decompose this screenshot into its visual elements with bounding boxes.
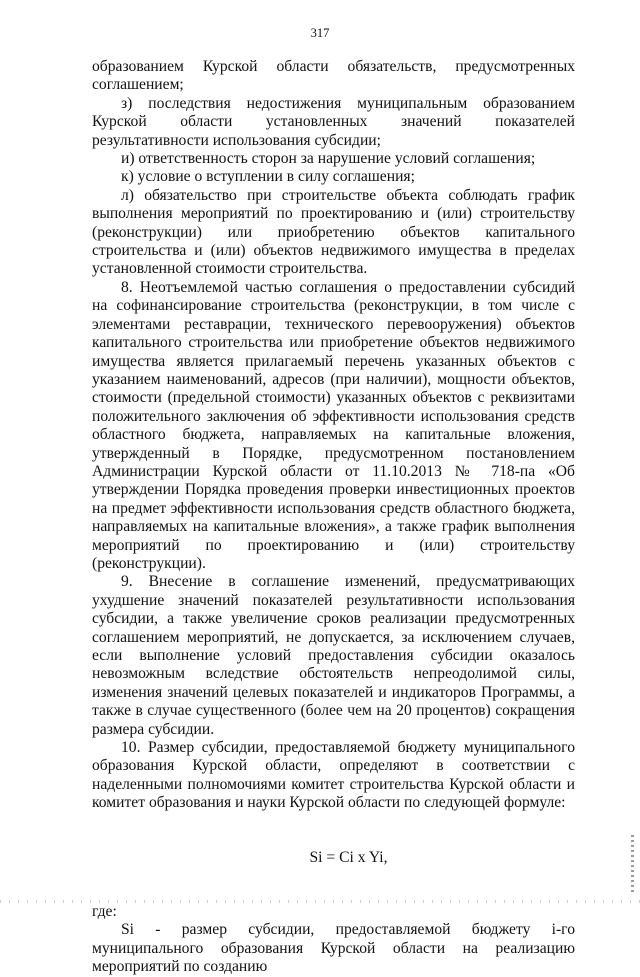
paragraph-continuation: образованием Курской области обязательств, предусмотренных соглашением;	[92, 58, 575, 94]
paragraph-item-l: л) обязательство при строительстве объекта соблюдать график выполнения мероприятий по проектированию и (или) строительству (реконструкции) или приобретению объектов капитального строительства и (или) объектов недвижимого имущества в пределах установленной стоимости строительства.	[92, 186, 575, 278]
document-body	[92, 58, 575, 977]
subsidy-formula: Si = Ci x Yi,	[309, 848, 388, 866]
paragraph-item-k: к) условие о вступлении в силу соглашения;	[121, 168, 415, 186]
page-number: 317	[310, 26, 330, 40]
paragraph-section-8: 8. Неотъемлемой частью соглашения о предоставлении субсидий на софинансирование строительства (реконструкции, в том числе с элементами реставрации, технического перевооружения) объектов капитального строительства или приобретение объектов недвижимого имущества является прилагаемый перечень указанных объектов с указанием наименований, адресов (при наличии), мощности объектов, стоимости (предельной стоимости) указанных объектов с реквизитами положительного заключения об эффективности использования средств областного бюджета, направляемых на капитальные вложения, утвержденный в Порядке, предусмотренном постановлением Администрации Курской области от 11.10.2013 № 718-па «Об утверждении Порядка проведения проверки инвестиционных проектов на предмет эффективности использования средств областного бюджета, направляемых на капитальные вложения», а также график выполнения мероприятий по проектированию и (или) строительству (реконструкции).	[92, 278, 575, 572]
paragraph-section-9: 9. Внесение в соглашение изменений, предусматривающих ухудшение значений показателей результативности использования субсидии, а также увеличение сроков реализации предусмотренных соглашением мероприятий, не допускается, за исключением случаев, если выполнение условий предоставления субсидии оказалось невозможным вследствие обстоятельств непреодолимой силы, изменения значений целевых показателей и индикаторов Программы, а также в случае существенного (более чем на 20 процентов) сокращения размера субсидии.	[92, 573, 575, 738]
where-label: где:	[92, 903, 117, 921]
paragraph-item-i: и) ответственность сторон за нарушение условий соглашения;	[121, 150, 536, 168]
definition-si: Si - размер субсидии, предоставляемой бюджету i-го муниципального образования Курской области на реализацию мероприятий по созданию	[92, 921, 575, 976]
scan-edge-mark	[631, 835, 634, 895]
paragraph-item-z: з) последствия недостижения муниципальным образованием Курской области установленных значений показателей результативности использования субсидии;	[92, 94, 575, 149]
paragraph-section-10: 10. Размер субсидии, предоставляемой бюджету муниципального образования Курской области, определяют в соответствии с наделенными полномочиями комитет строительства Курской области и комитет образования и науки Курской области по следующей формуле:	[92, 739, 575, 812]
scan-bottom-artifact	[0, 900, 640, 903]
